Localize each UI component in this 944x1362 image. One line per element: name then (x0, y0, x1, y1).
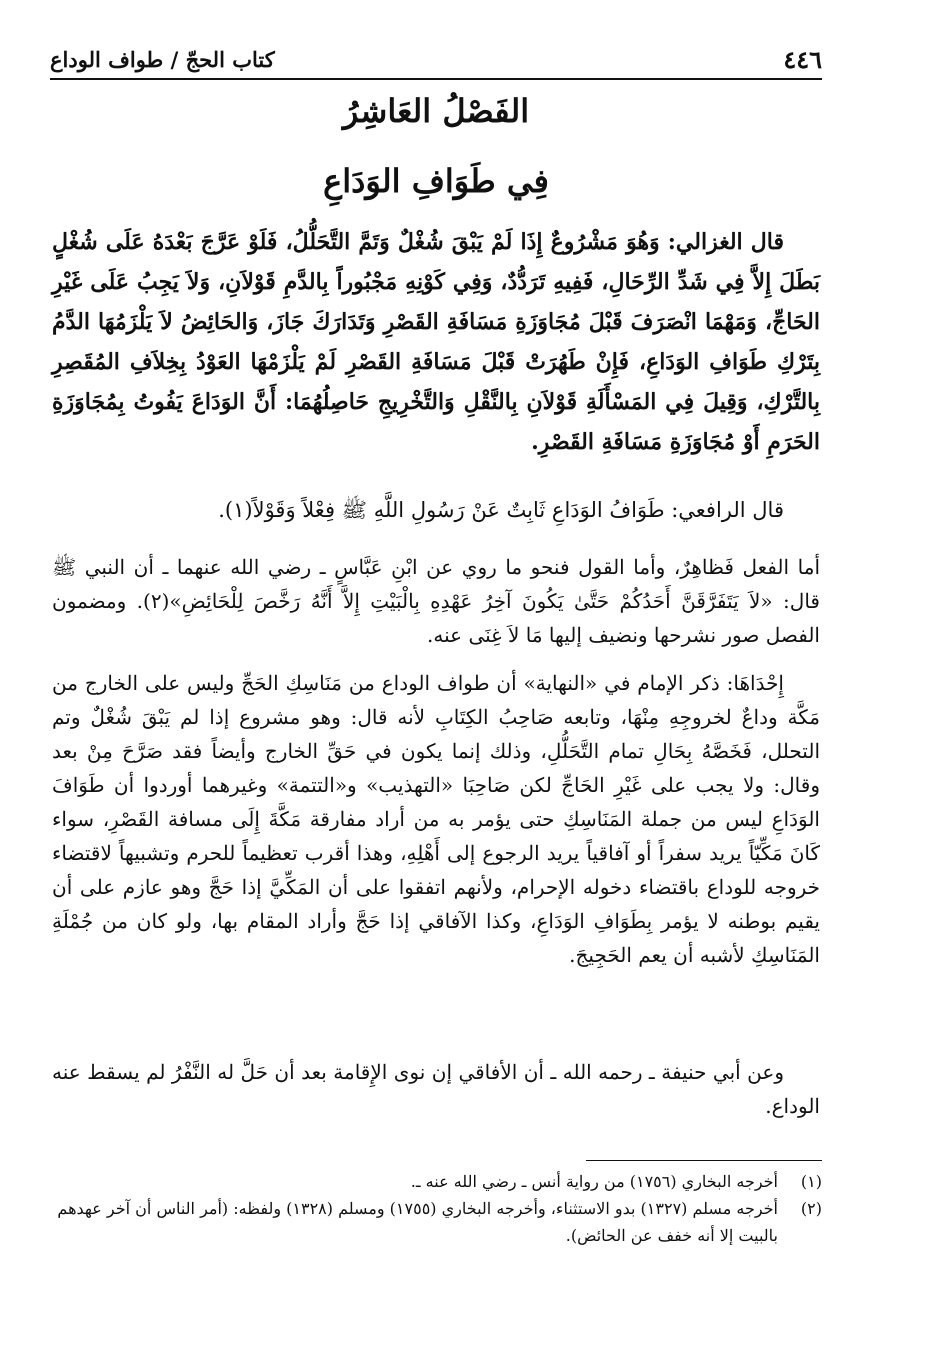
footnote-number: (١) (800, 1172, 822, 1191)
footnote-item (52, 1195, 822, 1249)
running-title: كتاب الحجّ / طواف الوداع (50, 47, 275, 72)
footnote-separator (586, 1160, 822, 1161)
footnote-number: (٢) (800, 1199, 822, 1218)
rafii-quote-paragraph: قال الرافعي: طَوَافُ الوَدَاعِ ثَابِتٌ عَنْ رَسُولِ اللَّهِ ﷺ فِعْلاً وَقَوْلاً(١). (218, 498, 784, 522)
page-number: ٤٤٦ (783, 45, 822, 74)
first-case-paragraph: إِحْدَاهَا: ذكر الإمام في «النهاية» أن طواف الوداع من مَنَاسِكِ الحَجِّ وليس على الخارج من مَكَّة وداعٌ لخروجِهِ مِنْهَا، وتابعه صَاحِبُ الكِتَابِ لأنه قال: وهو مشروع إذا لم يَبْقَ شُغْلٌ وتم التحلل، فَخَصَّهُ بِحَالِ تمام التَّحَلُّلِ، وذلك إنما يكون في حَقِّ الخارج وأيضاً فقد صَرَّحَ مِنْ بعد وقال: ولا يجب على غَيْرِ الحَاجِّ لكن صَاحِبَا «التهذيب» و«التتمة» وغيرهما أوردوا أن طَوَافَ الوَدَاعِ ليس من جملة المَنَاسِكِ حتى يؤمر به من أراد مفارقة مَكَّةَ إِلَى مسافة القَصْرِ، سواء كَانَ مَكِّيّاً يريد سفراً أو آفاقياً يريد الرجوع إلى أَهْلِهِ، وهذا أقرب تعظيماً للحرم وتشبيهاً لاقتضاء خروجه للوداع باقتضاء دخوله الإحرام، ولأنهم اتفقوا على أن المَكِّيَّ إذا حَجَّ وهو عازم على أن يقيم بوطنه لا يؤمر بِطَوَافِ الوَدَاعِ، وكذا الآفاقي إذا حَجَّ وأراد المقام بها، ولو كان من جُمْلَةِ المَنَاسِكِ لأشبه أن يعم الحَجِيجَ. (52, 671, 821, 967)
chapter-subheading: فِي طَوَافِ الوَدَاعِ (323, 162, 549, 200)
footnote-item (52, 1168, 822, 1195)
chapter-heading: الفَصْلُ العَاشِرُ (342, 92, 530, 130)
commentary-paragraph: أما الفعل فَظاهِرٌ، وأما القول فنحو ما روي عن ابْنِ عَبَّاسٍ ـ رضي الله عنهما ـ أن النبي ﷺ قال: «لاَ يَتَفَرَّقَنَّ أَحَدُكُمْ حَتَّىٰ يَكُونَ آخِرُ عَهْدِهِ بِالْبَيْتِ إِلاَّ أَنَّهُ رَخَّصَ لِلْحَائِضِ»(٢). ومضمون الفصل صور نشرحها ونضيف إليها مَا لاَ غِنَى عنه. (52, 555, 820, 647)
footnote-text: أخرجه مسلم (١٣٢٧) بدو الاستثناء، وأخرجه البخاري (١٧٥٥) ومسلم (١٣٢٨) ولفظه: (أمر الناس أن آخر عهدهم بالبيت إلا أنه خفف عن الحائض). (57, 1199, 778, 1245)
ghazali-quote-paragraph: قال الغزالي: وَهُوَ مَشْرُوعٌ إِذَا لَمْ يَبْقَ شُغْلٌ وَتَمَّ التَّحَلُّلُ، فَلَوْ عَرَّجَ بَعْدَهُ عَلَى شُغْلٍ بَطَلَ إِلاَّ فِي شَدِّ الرِّحَالِ، فَفِيهِ تَرَدُّدٌ، وَفِي كَوْنِهِ مَجْبُوراً بِالدَّمِ قَوْلاَنِ، وَلاَ يَجِبُ عَلَى غَيْرِ الحَاجِّ، وَمَهْمَا انْصَرَفَ قَبْلَ مُجَاوَزَةِ مَسَافَةِ القَصْرِ وَتَدَارَكَ جَازَ، وَالحَائِضُ لاَ يَلْزَمُهَا الدَّمُ بِتَرْكِ طَوَافِ الوَدَاعِ، فَإِنْ طَهُرَتْ قَبْلَ مَسَافَةِ القَصْرِ لَمْ يَلْزَمْهَا العَوْدُ بِخِلاَفِ المُقَصِرِ بِالتَّرْكِ، وَقِيلَ فِي المَسْأَلَةِ قَوْلاَنِ بِالنَّقْلِ وَالتَّخْرِيجِ حَاصِلُهُمَا: أَنَّ الوَدَاعَ يَفُوتُ بِمُجَاوَزَةِ الحَرَمِ أَوْ مُجَاوَزَةِ مَسَافَةِ القَصْرِ. (52, 229, 820, 455)
running-header (50, 38, 822, 80)
footnotes (52, 1168, 822, 1249)
footnote-text: أخرجه البخاري (١٧٥٦) من رواية أنس ـ رضي الله عنه ـ. (410, 1172, 778, 1191)
abu-hanifa-paragraph: وعن أبي حنيفة ـ رحمه الله ـ أن الأفاقي إن نوى الإِقامة بعد أن حَلَّ له النَّفْرُ لم يسقط عنه الوداع. (52, 1060, 820, 1118)
